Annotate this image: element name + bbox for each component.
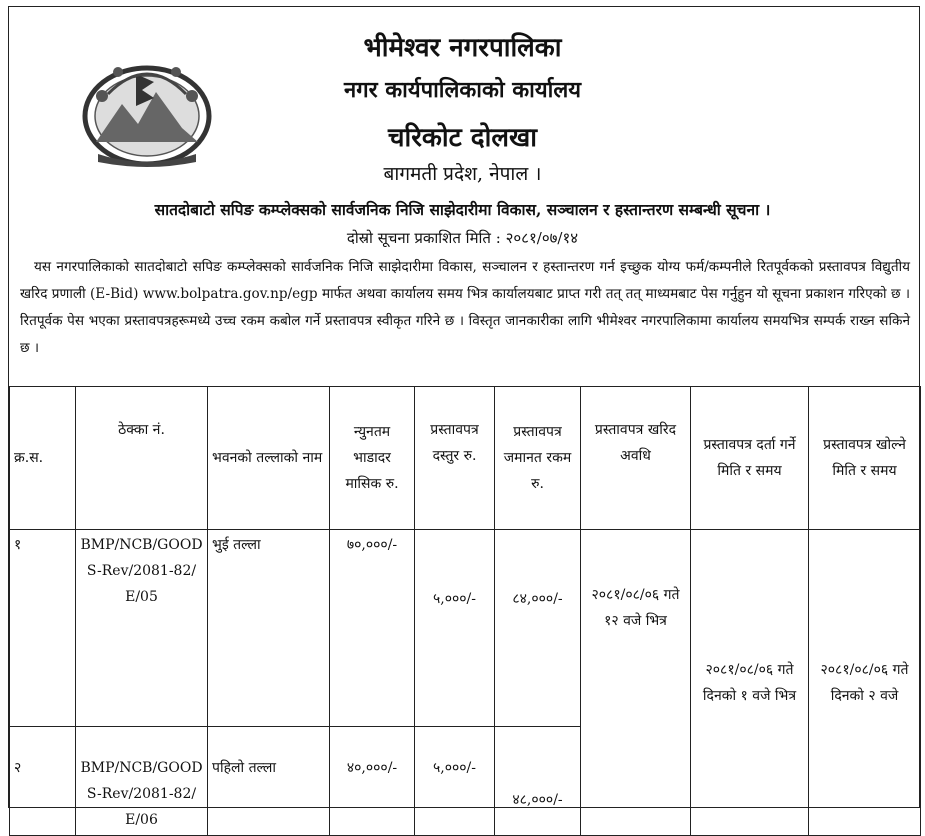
notice-body [20,254,910,362]
row2-fee: ५,०००/- [415,727,495,836]
table-header-row [10,387,921,530]
row1-rent: ७०,०००/- [330,530,415,727]
nepal-government-emblem [78,54,216,172]
registration-cell: २०८१/०८/०६ गते दिनको १ वजे भित्र [691,530,809,836]
header-opening: प्रस्तावपत्र खोल्ने मिति र समय [809,387,921,530]
row1-contract: BMP/NCB/GOODS-Rev/2081-82/E/05 [76,530,208,727]
header-contract: ठेक्का नं. [76,387,208,530]
bid-table [9,386,920,828]
notice-subject: सातदोबाटो सपिङ कम्प्लेक्सको सार्वजनिक निजि साझेदारीमा विकास, सञ्चालन र हस्तान्तरण सम्बन्धी सूचना । [154,200,771,219]
header-registration: प्रस्तावपत्र दर्ता गर्ने मिति र समय [691,387,809,530]
header-fee: प्रस्तावपत्र दस्तुर रु. [415,387,495,530]
opening-cell: २०८१/०८/०६ गते दिनको २ वजे [809,530,921,836]
header-sn: क्र.स. [10,387,76,530]
header-rent: न्युनतम भाडादर मासिक रु. [330,387,415,530]
row2-deposit: ४८,०००/- [495,727,581,836]
office-name: नगर कार्यपालिकाको कार्यालय [344,77,581,103]
publish-date: दोस्रो सूचना प्रकाशित मिति : २०८१/०७/१४ [346,229,579,247]
row2-sn: २ [10,727,76,836]
purchase-period-cell: २०८१/०८/०६ गते १२ वजे भित्र [581,530,691,836]
province-name: बागमती प्रदेश, नेपाल । [383,163,542,185]
table-row [10,530,921,727]
row2-rent: ४०,०००/- [330,727,415,836]
row1-deposit: ८४,०००/- [495,530,581,727]
notice-body-text: यस नगरपालिकाको सातदोबाटो सपिङ कम्प्लेक्सको सार्वजनिक निजि साझेदारीमा विकास, सञ्चालन र हस्तान्तरण गर्न इच्छुक योग्य फर्म/कम्पनीले रितपूर्वकको प्रस्तावपत्र विद्युतीय खरिद प्रणाली (E-Bid) www.bolpatra.gov.np/egp मार्फत अथवा कार्यालय समय भित्र कार्यालयबाट प्राप्त गरी तत् तत् माध्यमबाट पेस गर्नुहुन यो सूचना प्रकाशन गरिएको छ । रितपूर्वक पेस भएका प्रस्तावपत्रहरूमध्ये उच्च रकम कबोल गर्ने प्रस्तावपत्र स्वीकृत गरिने छ । विस्तृत जानकारीका लागि भीमेश्वर नगरपालिकामा कार्यालय समयभित्र सम्पर्क राख्न सकिने छ । [20,259,910,356]
header-floor: भवनको तल्लाको नाम [208,387,330,530]
row1-floor: भुई तल्ला [208,530,330,727]
emblem-icon [78,54,216,172]
location-name: चरिकोट दोलखा [388,123,537,153]
row1-fee: ५,०००/- [415,530,495,727]
row1-sn: १ [10,530,76,727]
row2-floor: पहिलो तल्ला [208,727,330,836]
municipality-name: भीमेश्वर नगरपालिका [363,33,562,63]
row2-contract: BMP/NCB/GOODS-Rev/2081-82/E/06 [76,727,208,836]
header-deposit: प्रस्तावपत्र जमानत रकम रु. [495,387,581,530]
header-purchase-period: प्रस्तावपत्र खरिद अवधि [581,387,691,530]
